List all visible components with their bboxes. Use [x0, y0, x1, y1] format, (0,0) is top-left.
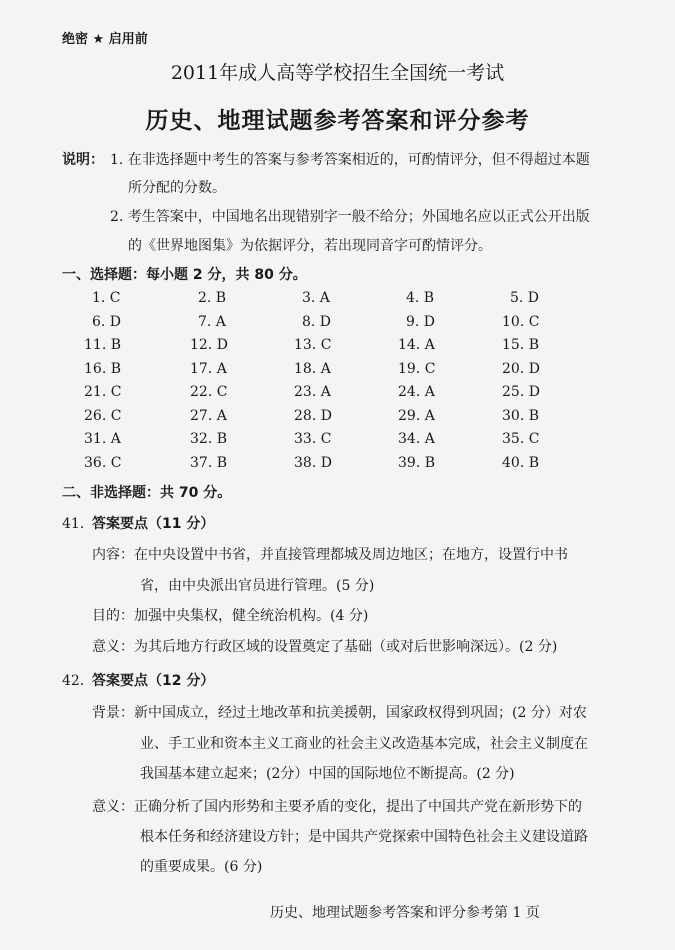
q42-number: 42. [62, 673, 85, 689]
section-1-heading: 一、选择题：每小题 2 分，共 80 分。 [62, 267, 307, 283]
answer-row [84, 454, 562, 479]
q41-purpose: 目的：加强中央集权，健全统治机构。(4 分) [92, 608, 369, 624]
answer-row [84, 384, 562, 408]
q41-heading: 答案要点（11 分） [92, 516, 215, 532]
answer-item: 25. D [502, 384, 540, 400]
answer-item: 21. C [84, 384, 122, 400]
answer-item: 27. A [190, 407, 227, 424]
q41-significance: 意义：为其后地方行政区域的设置奠定了基础（或对后世影响深远）。(2 分) [92, 639, 558, 655]
answer-item: 8. D [302, 313, 332, 330]
exam-title: 2011年成人高等学校招生全国统一考试 [170, 62, 505, 84]
answer-item: 26. C [84, 407, 122, 424]
page-footer: 历史、地理试题参考答案和评分参考第 1 页 [270, 905, 540, 921]
answer-item: 5. D [510, 290, 540, 306]
note-2-line-2: 的《世界地图集》为依据评分，若出现同音字可酌情评分。 [128, 238, 492, 254]
answer-row [84, 337, 562, 361]
document-title: 历史、地理试题参考答案和评分参考 [145, 108, 530, 134]
answer-item: 18. A [294, 360, 331, 377]
q41-content-line-1: 内容：在中央设置中书省，并直接管理都城及周边地区；在地方，设置行中书 [92, 547, 568, 563]
answer-item: 1. C [92, 290, 121, 306]
answer-item: 35. C [502, 431, 540, 447]
answer-item: 13. C [294, 337, 332, 353]
notes-label: 说明： [62, 152, 104, 168]
answer-item: 16. B [84, 360, 122, 377]
answer-item: 36. C [84, 454, 122, 471]
answer-item: 29. A [398, 407, 435, 424]
answer-row [92, 314, 562, 338]
note-2-line-1: 2. 考生答案中，中国地名出现错别字一般不给分；外国地名应以正式公开出版 [110, 209, 590, 225]
answer-item: 6. D [92, 313, 122, 330]
answer-item: 10. C [502, 313, 540, 330]
answer-row [84, 360, 562, 385]
answer-item: 32. B [190, 431, 228, 447]
answer-item: 14. A [398, 337, 435, 353]
answer-item: 28. D [294, 407, 332, 424]
answer-item: 33. C [294, 431, 332, 447]
answer-item: 22. C [190, 384, 228, 400]
answer-item: 34. A [398, 431, 435, 447]
q42-heading: 答案要点（12 分） [92, 673, 215, 689]
q42-significance-line-2: 根本任务和经济建设方针；是中国共产党探索中国特色社会主义建设道路 [140, 829, 588, 845]
answer-item: 2. B [198, 290, 227, 306]
answer-item: 3. A [302, 290, 330, 306]
answer-item: 7. A [198, 313, 226, 330]
answer-item: 20. D [502, 360, 540, 377]
answer-item: 30. B [502, 407, 540, 424]
answer-item: 37. B [190, 454, 228, 471]
answer-row [84, 431, 562, 455]
multiple-choice-answer-grid [84, 290, 562, 478]
q42-significance-line-1: 意义：正确分析了国内形势和主要矛盾的变化，提出了中国共产党在新形势下的 [92, 799, 582, 815]
q42-significance-line-3: 的重要成果。(6 分) [140, 859, 263, 875]
answer-item: 17. A [190, 360, 227, 377]
answer-item: 11. B [84, 337, 122, 353]
answer-item: 12. D [190, 337, 228, 353]
q41-number: 41. [62, 516, 85, 532]
answer-item: 15. B [502, 337, 540, 353]
q42-background-line-2: 业、手工业和资本主义工商业的社会主义改造基本完成，社会主义制度在 [140, 736, 588, 752]
answer-item: 4. B [406, 290, 435, 306]
q42-background-line-1: 背景：新中国成立，经过土地改革和抗美援朝，国家政权得到巩固；(2 分）对农 [92, 705, 587, 721]
q42-background-line-3: 我国基本建立起来；(2分）中国的国际地位不断提高。(2 分) [140, 766, 515, 782]
answer-item: 39. B [398, 454, 436, 471]
answer-row [84, 407, 562, 432]
classified-mark: 绝密 ★ 启用前 [62, 32, 148, 47]
answer-row [92, 290, 562, 314]
answer-item: 19. C [398, 360, 436, 377]
answer-item: 40. B [502, 454, 540, 471]
note-1-line-1: 1. 在非选择题中考生的答案与参考答案相近的，可酌情评分，但不得超过本题 [110, 152, 590, 168]
answer-item: 38. D [294, 454, 332, 471]
answer-item: 9. D [406, 313, 436, 330]
answer-item: 31. A [84, 431, 121, 447]
note-1-line-2: 所分配的分数。 [128, 180, 226, 196]
answer-item: 23. A [294, 384, 331, 400]
answer-item: 24. A [398, 384, 435, 400]
section-2-heading: 二、非选择题：共 70 分。 [62, 485, 232, 501]
q41-content-line-2: 省，由中央派出官员进行管理。(5 分) [140, 578, 375, 594]
